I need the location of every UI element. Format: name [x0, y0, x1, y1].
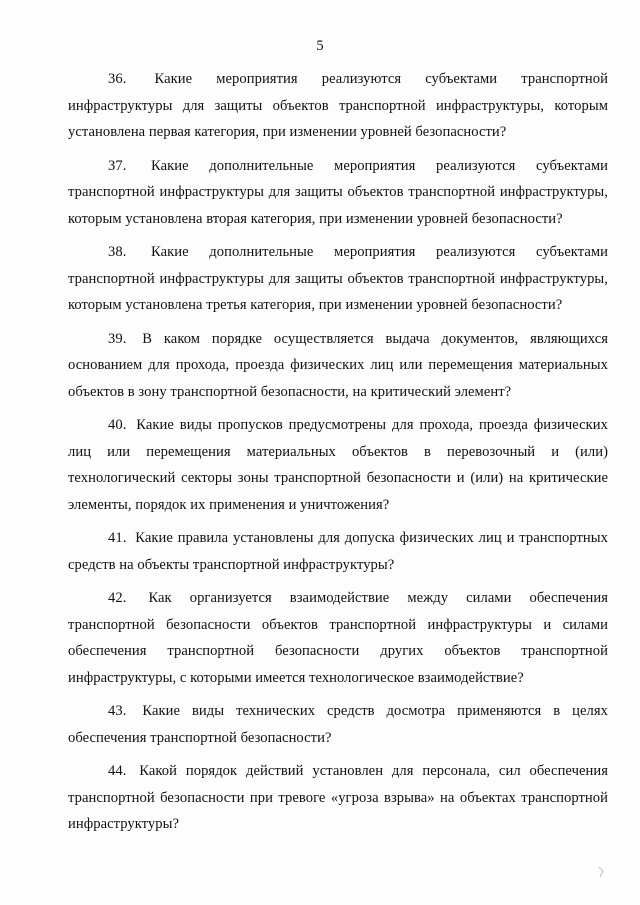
- question-number: 37.: [108, 157, 127, 174]
- question-item: [68, 585, 608, 691]
- question-text: Какие виды технических средств досмотра применяются в целях обеспечения транспортной безопасности?: [68, 703, 608, 746]
- question-text: Какой порядок действий установлен для персонала, сил обеспечения транспортной безопасности при тревоге «угроза взрыва» на объектах транспортной инфраструктуры?: [68, 763, 608, 832]
- question-item: [68, 66, 608, 146]
- question-number: 40.: [108, 417, 127, 433]
- scan-mark-icon: [597, 866, 605, 878]
- page-number: 5: [316, 38, 324, 54]
- question-item: [68, 326, 608, 406]
- question-item: [68, 758, 608, 838]
- question-number: 41.: [108, 530, 127, 546]
- question-number: 36.: [108, 71, 127, 87]
- question-text: Какие правила установлены для допуска физических лиц и транспортных средств на объекты транспортной инфраструктуры?: [68, 530, 608, 573]
- question-text: Какие мероприятия реализуются субъектами транспортной инфраструктуры для защиты объектов транспортной инфраструктуры, которым установлена первая категория, при изменении уровней безопасности?: [68, 71, 608, 140]
- question-number: 43.: [108, 703, 127, 719]
- question-text: В каком порядке осуществляется выдача документов, являющихся основанием для прохода, проезда физических лиц или перемещения материальных объектов в зону транспортной безопасности, на критический элемент?: [68, 330, 608, 400]
- question-text: Как организуется взаимодействие между силами обеспечения транспортной безопасности объектов транспортной инфраструктуры и силами обеспечения транспортной безопасности других объектов транспортной инфраструктуры, с которыми имеется технологическое взаимодействие?: [68, 590, 608, 686]
- question-number: 38.: [108, 244, 127, 260]
- question-item: [68, 525, 608, 578]
- question-item: [68, 412, 608, 518]
- questions-list: [68, 66, 608, 845]
- question-item: [68, 698, 608, 751]
- question-number: 42.: [108, 590, 127, 606]
- question-item: [68, 153, 608, 233]
- question-number: 39.: [108, 330, 127, 347]
- question-text: Какие дополнительные мероприятия реализуются субъектами транспортной инфраструктуры для защиты объектов транспортной инфраструктуры, которым установлена вторая категория, при изменении уровней безопасности?: [68, 157, 609, 227]
- question-text: Какие дополнительные мероприятия реализуются субъектами транспортной инфраструктуры для защиты объектов транспортной инфраструктуры, которым установлена третья категория, при изменении уровней безопасности?: [68, 244, 609, 313]
- question-item: [68, 239, 608, 319]
- question-number: 44.: [108, 763, 127, 779]
- question-text: Какие виды пропусков предусмотрены для прохода, проезда физических лиц или перемещения материальных объектов в перевозочный и (или) технологический секторы зоны транспортной безопасности и (или) на критические элементы, порядок их применения и уничтожения?: [68, 417, 609, 513]
